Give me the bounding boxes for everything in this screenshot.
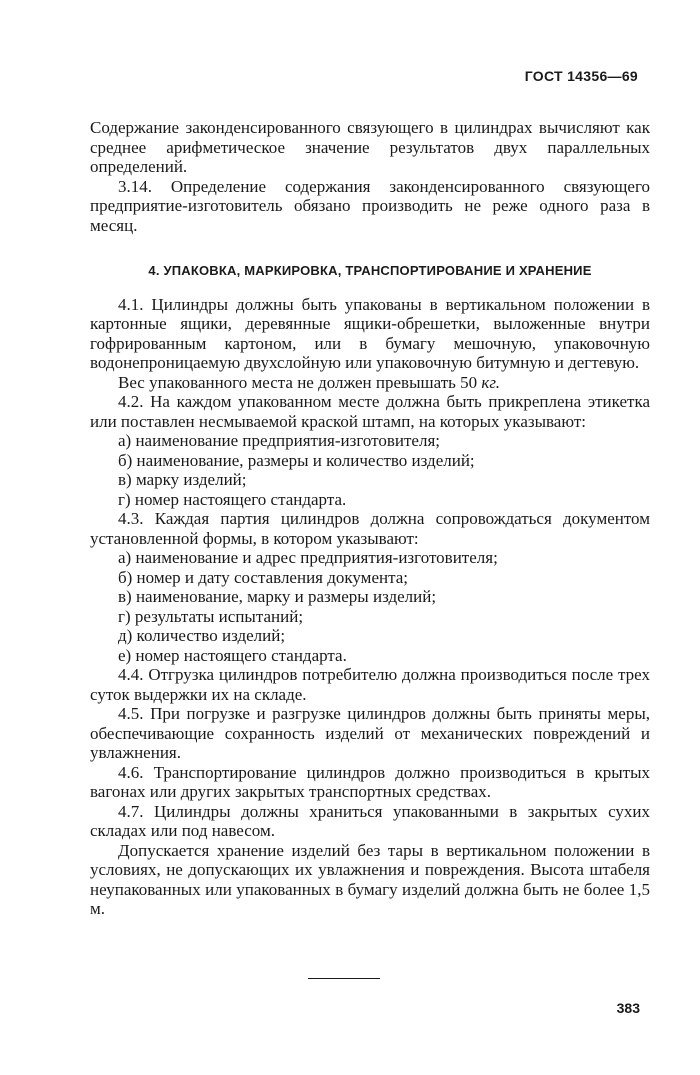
clause-4-7: 4.7. Цилиндры должны храниться упакованными в закрытых сухих складах или под навесом. — [90, 801, 650, 840]
clause-4-6: 4.6. Транспортирование цилиндров должно производиться в крытых вагонах или других закрытых транспортных средствах. — [90, 762, 650, 801]
clause-4-3: 4.3. Каждая партия цилиндров должна сопровождаться документом установленной формы, в котором указывают: — [90, 509, 650, 548]
list-item: д) количество изделий; — [118, 626, 286, 645]
clause-3-14: 3.14. Определение содержания законденсированного связующего предприятие-изготовитель обязано производить не реже одного раза в месяц. — [90, 176, 650, 235]
list-item: г) номер настоящего стандарта. — [118, 489, 347, 509]
footer-divider — [308, 978, 380, 979]
document-body — [90, 118, 650, 919]
list-item: в) наименование, марку и размеры изделий; — [118, 587, 437, 606]
list-item: б) наименование, размеры и количество изделий; — [118, 450, 475, 470]
clause-4-4: 4.4. Отгрузка цилиндров потребителю должна производиться после трех суток выдержки их на складе. — [90, 665, 650, 704]
clause-4-1: 4.1. Цилиндры должны быть упакованы в вертикальном положении в картонные ящики, деревянные ящики-обрешетки, выложенные внутри гофрированным картоном, или в бумагу мешочную, упаковочную водонепроницаемую двухслойную или упаковочную битумную и дегтевую. — [90, 294, 650, 372]
list-item: а) наименование и адрес предприятия-изготовителя; — [118, 548, 498, 567]
clause-4-2: 4.2. На каждом упакованном месте должна быть прикреплена этикетка или поставлен несмываемой краской штамп, на которых указывают: — [90, 392, 650, 431]
weight-limit-text: Вес упакованного места не должен превышать 50 — [118, 372, 478, 392]
list-item: г) результаты испытаний; — [118, 606, 304, 626]
section-title: 4. УПАКОВКА, МАРКИРОВКА, ТРАНСПОРТИРОВАНИЕ И ХРАНЕНИЕ — [148, 263, 592, 278]
weight-limit — [90, 373, 650, 393]
list-item: в) марку изделий; — [118, 470, 247, 489]
clause-4-5: 4.5. При погрузке и разгрузке цилиндров должны быть приняты меры, обеспечивающие сохранность изделий от механических повреждений и увлажнения. — [90, 704, 650, 762]
weight-unit: кг. — [481, 372, 500, 392]
list-item: а) наименование предприятия-изготовителя; — [118, 431, 440, 450]
list-item: е) номер настоящего стандарта. — [118, 645, 347, 665]
intro-paragraph: Содержание законденсированного связующего в цилиндрах вычисляют как среднее арифметическое значение результатов двух параллельных определений. — [90, 118, 650, 176]
list-item: б) номер и дату составления документа; — [118, 567, 408, 587]
standard-header: ГОСТ 14356—69 — [524, 68, 638, 84]
page-number: 383 — [616, 1000, 640, 1016]
storage-paragraph: Допускается хранение изделий без тары в вертикальном положении в условиях, не допускающих их увлажнения и повреждения. Высота штабеля неупакованных или упакованных в бумагу изделий должна быть не более 1,5 м. — [90, 840, 650, 918]
